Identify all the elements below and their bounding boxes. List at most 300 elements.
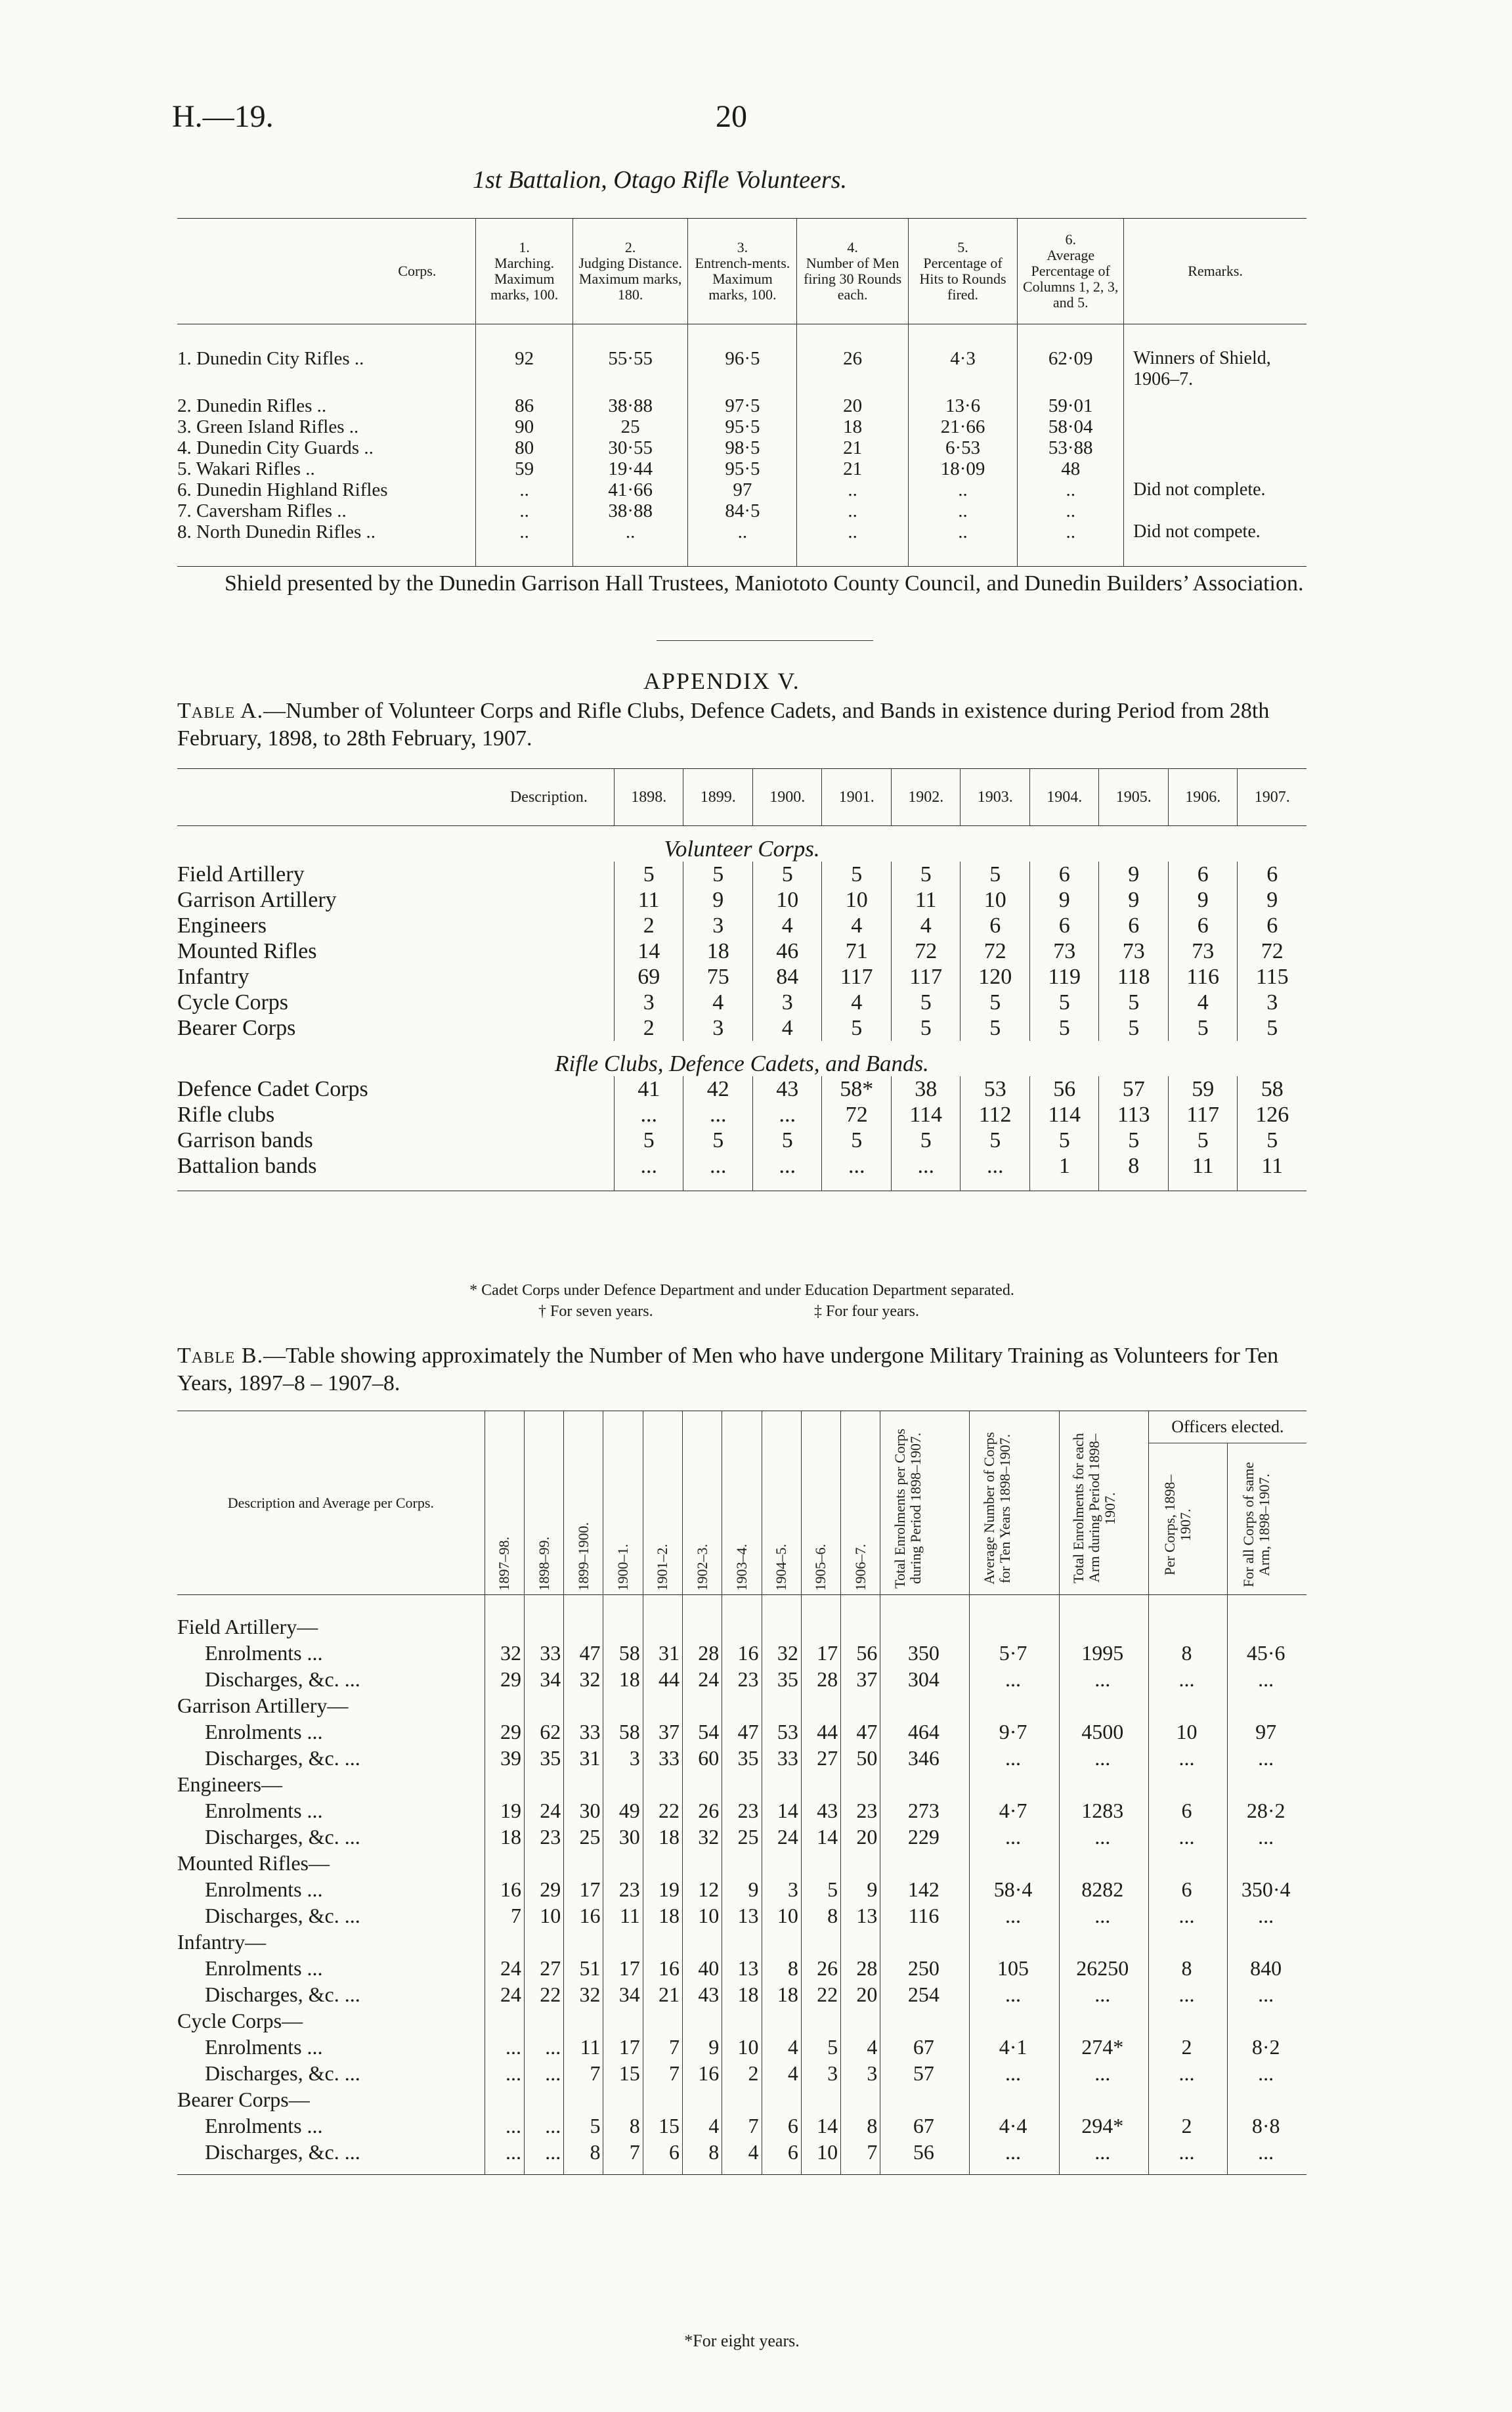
t2-row bbox=[177, 1015, 1307, 1041]
t1-row bbox=[177, 437, 1307, 458]
t2-cell: 5 bbox=[822, 1015, 892, 1041]
t2-col-header: 1906. bbox=[1168, 769, 1238, 826]
t2-cell: 84 bbox=[752, 964, 822, 990]
t2-cell: 5 bbox=[1029, 990, 1099, 1015]
t3-cell: 22 bbox=[801, 1981, 840, 2007]
t1-col-label: Entrench-ments. Maximum marks, 100. bbox=[695, 255, 790, 303]
t2-cell: 3 bbox=[683, 913, 753, 938]
t2-description: Mounted Rifles bbox=[177, 939, 317, 963]
t3-spacer bbox=[683, 2007, 722, 2034]
t3-cell: 4 bbox=[762, 2034, 801, 2060]
t3-cell: 18 bbox=[762, 1981, 801, 2007]
t3-cell: 4 bbox=[841, 2034, 880, 2060]
t3-spacer bbox=[801, 1595, 840, 1640]
t1-cell: 80 bbox=[476, 437, 573, 458]
t3-cell: 37 bbox=[643, 1719, 682, 1745]
t2-section-volunteer bbox=[177, 826, 1307, 862]
t3-spacer bbox=[1059, 2086, 1148, 2113]
t3-year-label: 1898–99. bbox=[535, 1536, 552, 1590]
t3-cell: 1995 bbox=[1059, 1640, 1148, 1666]
t1-row bbox=[177, 500, 1307, 521]
t1-row bbox=[177, 324, 1307, 391]
t3-cell: ... bbox=[485, 2113, 524, 2139]
t3-cell: 24 bbox=[485, 1981, 524, 2007]
t3-spacer bbox=[762, 1771, 801, 1797]
t3-spacer bbox=[1228, 1771, 1307, 1797]
t3-cell: 15 bbox=[643, 2113, 682, 2139]
t1-cell: .. bbox=[476, 521, 573, 567]
t3-row-label: Enrolments ... bbox=[205, 1799, 323, 1822]
t2-cell: 75 bbox=[683, 964, 753, 990]
t1-col-number: 5. bbox=[957, 239, 968, 255]
t3-cell: 3 bbox=[841, 2060, 880, 2086]
t3-cell: 9·7 bbox=[970, 1719, 1059, 1745]
t3-spacer bbox=[1148, 1595, 1228, 1640]
t3-cell: 7 bbox=[643, 2034, 682, 2060]
t1-cell: 6·53 bbox=[908, 437, 1017, 458]
t2-cell: 46 bbox=[752, 938, 822, 964]
t3-cell: 53 bbox=[762, 1719, 801, 1745]
t2-cell: 5 bbox=[822, 862, 892, 887]
t3-spacer bbox=[564, 1595, 603, 1640]
t3-cell: 20 bbox=[841, 1824, 880, 1850]
t2-cell: ... bbox=[961, 1153, 1030, 1191]
t2-cell: 5 bbox=[614, 862, 683, 887]
t3-spacer bbox=[683, 1771, 722, 1797]
t3-group-row bbox=[177, 1850, 1307, 1876]
t3-cell: 31 bbox=[564, 1745, 603, 1771]
t3-cell: 8 bbox=[762, 1955, 801, 1981]
t3-cell: 34 bbox=[603, 1981, 643, 2007]
t3-cell: 5 bbox=[564, 2113, 603, 2139]
report-code: H.—19. bbox=[172, 99, 274, 134]
t2-cell: 5 bbox=[1099, 990, 1169, 1015]
t3-cell: 7 bbox=[841, 2139, 880, 2175]
t2-cell: 6 bbox=[1099, 913, 1169, 938]
t3-spacer bbox=[683, 2086, 722, 2113]
t2-cell: 114 bbox=[1029, 1102, 1099, 1128]
t3-cell: 29 bbox=[485, 1719, 524, 1745]
t3-cell: 45·6 bbox=[1228, 1640, 1307, 1666]
t1-col-number: 4. bbox=[847, 239, 858, 255]
t3-cell: 32 bbox=[564, 1666, 603, 1692]
t3-spacer bbox=[564, 2007, 603, 2034]
t3-cell: 3 bbox=[603, 1745, 643, 1771]
t3-cell: ... bbox=[1148, 1902, 1228, 1929]
t1-col-label: Judging Distance. Maximum marks, 180. bbox=[578, 255, 682, 303]
t2-cell: 5 bbox=[891, 1128, 961, 1153]
t3-cell: 29 bbox=[485, 1666, 524, 1692]
t2-col-header: 1907. bbox=[1238, 769, 1307, 826]
t2-row bbox=[177, 887, 1307, 913]
t1-corps-name: 4. Dunedin City Guards .. bbox=[177, 437, 374, 458]
t3-spacer bbox=[841, 1595, 880, 1640]
t3-cell: ... bbox=[524, 2034, 563, 2060]
t3-cell: 43 bbox=[683, 1981, 722, 2007]
t3-spacer bbox=[1228, 2007, 1307, 2034]
t2-description: Garrison bands bbox=[177, 1128, 313, 1152]
t1-cell: 55·55 bbox=[572, 324, 687, 391]
t2-row bbox=[177, 862, 1307, 887]
t3-row-label: Enrolments ... bbox=[205, 1956, 323, 1980]
t3-spacer bbox=[722, 1595, 762, 1640]
t1-corps-name: 2. Dunedin Rifles .. bbox=[177, 395, 327, 416]
t3-spacer bbox=[1059, 2007, 1148, 2034]
t1-cell: 30·55 bbox=[572, 437, 687, 458]
t3-cell: 57 bbox=[880, 2060, 970, 2086]
t2-col-header: 1898. bbox=[614, 769, 683, 826]
t3-spacer bbox=[683, 1692, 722, 1719]
t1-col-label: Marching. Maximum marks, 100. bbox=[490, 255, 559, 303]
t3-spacer bbox=[564, 1771, 603, 1797]
t2-cell: ... bbox=[614, 1153, 683, 1191]
t3-year-header bbox=[485, 1411, 524, 1595]
cadet-note: * Cadet Corps under Defence Department and under Education Department separated. bbox=[469, 1282, 1014, 1299]
t2-cell: 112 bbox=[961, 1102, 1030, 1128]
t3-row-label: Discharges, &c. ... bbox=[205, 2061, 360, 2085]
four-years-note: ‡ For four years. bbox=[814, 1303, 919, 1320]
t3-cell: 16 bbox=[722, 1640, 762, 1666]
t3-row-label: Discharges, &c. ... bbox=[205, 1746, 360, 1770]
t3-summary-header bbox=[1059, 1411, 1148, 1595]
t3-spacer bbox=[603, 1850, 643, 1876]
t1-cell: .. bbox=[797, 500, 908, 521]
t3-cell: 56 bbox=[880, 2139, 970, 2175]
t3-cell: 2 bbox=[722, 2060, 762, 2086]
t3-cell: 4·7 bbox=[970, 1797, 1059, 1824]
t3-spacer bbox=[1228, 1929, 1307, 1955]
t3-cell: ... bbox=[1228, 2139, 1307, 2175]
t1-cell: .. bbox=[476, 500, 573, 521]
t3-spacer bbox=[564, 2086, 603, 2113]
t3-spacer bbox=[970, 1692, 1059, 1719]
t2-cell: 10 bbox=[822, 887, 892, 913]
t3-cell: 49 bbox=[603, 1797, 643, 1824]
t2-cell: 5 bbox=[1029, 1128, 1099, 1153]
t2-cell: 120 bbox=[961, 964, 1030, 990]
t3-group-row bbox=[177, 2086, 1307, 2113]
t3-cell: 250 bbox=[880, 1955, 970, 1981]
t3-cell: 47 bbox=[722, 1719, 762, 1745]
t1-cell: 58·04 bbox=[1018, 416, 1124, 437]
t1-remark: Winners of Shield, 1906–7. bbox=[1124, 324, 1307, 391]
t3-cell: 14 bbox=[801, 1824, 840, 1850]
t3-spacer bbox=[603, 1595, 643, 1640]
t2-description: Cycle Corps bbox=[177, 990, 289, 1015]
t1-row bbox=[177, 521, 1307, 567]
t3-cell: 294* bbox=[1059, 2113, 1148, 2139]
t2-cell: 5 bbox=[961, 1128, 1030, 1153]
t3-cell: 8 bbox=[841, 2113, 880, 2139]
t2-cell: 9 bbox=[683, 887, 753, 913]
t3-cell: 4500 bbox=[1059, 1719, 1148, 1745]
t3-cell: ... bbox=[970, 1981, 1059, 2007]
t2-cell: 10 bbox=[752, 887, 822, 913]
t3-cell: 40 bbox=[683, 1955, 722, 1981]
t2-description: Garrison Artillery bbox=[177, 888, 337, 912]
t3-spacer bbox=[970, 1850, 1059, 1876]
t3-officers-label: For all Corps of same Arm, 1898–1907. bbox=[1240, 1462, 1273, 1588]
t2-cell: 119 bbox=[1029, 964, 1099, 990]
t1-corps-name: 8. North Dunedin Rifles .. bbox=[177, 521, 376, 542]
t1-cell: .. bbox=[572, 521, 687, 567]
t2-cell: 5 bbox=[891, 862, 961, 887]
t1-col-number: 6. bbox=[1065, 231, 1076, 248]
t2-description: Engineers bbox=[177, 913, 267, 938]
t2-cell: 73 bbox=[1168, 938, 1238, 964]
t2-cell: 42 bbox=[683, 1076, 753, 1102]
t1-remark bbox=[1124, 458, 1307, 479]
t1-corps-name: 5. Wakari Rifles .. bbox=[177, 458, 315, 479]
t1-cell: .. bbox=[908, 479, 1017, 500]
t3-cell: 33 bbox=[643, 1745, 682, 1771]
t3-cell: 25 bbox=[722, 1824, 762, 1850]
t3-cell: 39 bbox=[485, 1745, 524, 1771]
t2-cell: 5 bbox=[1168, 1128, 1238, 1153]
t3-cell: 10 bbox=[524, 1902, 563, 1929]
t3-cell: 17 bbox=[603, 1955, 643, 1981]
t1-cell: 41·66 bbox=[572, 479, 687, 500]
t2-col-header: 1903. bbox=[961, 769, 1030, 826]
t1-cell: 48 bbox=[1018, 458, 1124, 479]
t3-spacer bbox=[524, 1595, 563, 1640]
t3-spacer bbox=[1148, 1692, 1228, 1719]
t1-cell: 18 bbox=[797, 416, 908, 437]
t1-cell: 20 bbox=[797, 390, 908, 416]
t2-cell: 11 bbox=[891, 887, 961, 913]
t3-spacer bbox=[841, 1692, 880, 1719]
table-b-caption: —Table showing approximately the Number of Men who have undergone Military Training as Volunteers for Ten Years, 1897–8 – 1907–8. bbox=[177, 1344, 1279, 1395]
t1-col-label: Number of Men firing 30 Rounds each. bbox=[804, 255, 902, 303]
t3-cell: 10 bbox=[722, 2034, 762, 2060]
t3-cell: 142 bbox=[880, 1876, 970, 1902]
t3-summary-label: Average Number of Corps for Ten Years 1898–1907. bbox=[981, 1432, 1014, 1585]
t3-year-label: 1900–1. bbox=[615, 1543, 632, 1590]
t3-cell: 8 bbox=[1148, 1955, 1228, 1981]
t2-description: Defence Cadet Corps bbox=[177, 1077, 368, 1101]
t3-cell: 21 bbox=[643, 1981, 682, 2007]
t3-cell: 28 bbox=[683, 1640, 722, 1666]
t3-year-header bbox=[762, 1411, 801, 1595]
t1-cell: 13·6 bbox=[908, 390, 1017, 416]
t3-spacer bbox=[485, 2007, 524, 2034]
t3-cell: 50 bbox=[841, 1745, 880, 1771]
t3-row-label: Discharges, &c. ... bbox=[205, 1825, 360, 1849]
t3-cell: 26250 bbox=[1059, 1955, 1148, 1981]
table-a-label: Table A. bbox=[177, 699, 264, 723]
t2-row bbox=[177, 990, 1307, 1015]
t2-cell: ... bbox=[614, 1102, 683, 1128]
t3-cell: 4·4 bbox=[970, 2113, 1059, 2139]
t3-cell: 44 bbox=[643, 1666, 682, 1692]
t2-cell: 41 bbox=[614, 1076, 683, 1102]
t2-cell: 43 bbox=[752, 1076, 822, 1102]
t2-cell: 56 bbox=[1029, 1076, 1099, 1102]
t2-cell: 38 bbox=[891, 1076, 961, 1102]
t3-cell: 24 bbox=[683, 1666, 722, 1692]
t3-group-name: Infantry— bbox=[177, 1930, 267, 1954]
t3-cell: 13 bbox=[722, 1955, 762, 1981]
t1-cell: .. bbox=[797, 479, 908, 500]
t3-spacer bbox=[762, 1595, 801, 1640]
t2-col-header: 1899. bbox=[683, 769, 753, 826]
t1-remark: Did not compete. bbox=[1124, 521, 1307, 567]
t1-cell: .. bbox=[1018, 500, 1124, 521]
t2-cell: 3 bbox=[683, 1015, 753, 1041]
t2-cell: ... bbox=[752, 1102, 822, 1128]
t2-cell: 73 bbox=[1029, 938, 1099, 964]
t1-cell: 62·09 bbox=[1018, 324, 1124, 391]
t3-cell: ... bbox=[970, 1824, 1059, 1850]
t3-year-header bbox=[643, 1411, 682, 1595]
t3-cell: 350 bbox=[880, 1640, 970, 1666]
t3-cell: 28 bbox=[801, 1666, 840, 1692]
t2-col-header: Description. bbox=[509, 788, 588, 806]
t3-cell: 28 bbox=[841, 1955, 880, 1981]
t1-row bbox=[177, 479, 1307, 500]
t2-section-title: Rifle Clubs, Defence Cadets, and Bands. bbox=[555, 1051, 929, 1076]
t3-spacer bbox=[970, 2086, 1059, 2113]
t2-row bbox=[177, 964, 1307, 990]
t3-spacer bbox=[1059, 1771, 1148, 1797]
t3-cell: 47 bbox=[564, 1640, 603, 1666]
t3-cell: 23 bbox=[524, 1824, 563, 1850]
t2-cell: 2 bbox=[614, 913, 683, 938]
t3-row-label: Discharges, &c. ... bbox=[205, 2140, 360, 2164]
t3-spacer bbox=[524, 2007, 563, 2034]
t3-cell: 28·2 bbox=[1228, 1797, 1307, 1824]
t3-cell: 26 bbox=[801, 1955, 840, 1981]
t2-cell: 9 bbox=[1099, 887, 1169, 913]
t3-cell: 8 bbox=[603, 2113, 643, 2139]
t2-cell: 58 bbox=[1238, 1076, 1307, 1102]
t3-cell: 51 bbox=[564, 1955, 603, 1981]
t3-spacer bbox=[683, 1850, 722, 1876]
t3-cell: 60 bbox=[683, 1745, 722, 1771]
t1-cell: 59 bbox=[476, 458, 573, 479]
t1-col-label: Average Percentage of Columns 1, 2, 3, and 5. bbox=[1022, 247, 1119, 311]
t3-group-row bbox=[177, 1692, 1307, 1719]
t3-spacer bbox=[1148, 1929, 1228, 1955]
t1-col-label: Remarks. bbox=[1188, 263, 1243, 279]
t3-spacer bbox=[841, 2086, 880, 2113]
t3-group-name: Bearer Corps— bbox=[177, 2088, 310, 2111]
t3-cell: 24 bbox=[485, 1955, 524, 1981]
t3-spacer bbox=[1148, 1850, 1228, 1876]
t3-cell: 18 bbox=[643, 1902, 682, 1929]
t3-row bbox=[177, 2060, 1307, 2086]
t3-year-label: 1901–2. bbox=[654, 1543, 671, 1590]
t1-cell: 90 bbox=[476, 416, 573, 437]
t3-cell: 37 bbox=[841, 1666, 880, 1692]
t2-section-clubs bbox=[177, 1041, 1307, 1076]
battalion-table bbox=[177, 218, 1307, 567]
t1-remark bbox=[1124, 437, 1307, 458]
t1-col-header bbox=[1018, 219, 1124, 324]
t3-cell: ... bbox=[970, 1666, 1059, 1692]
t2-cell: 2 bbox=[614, 1015, 683, 1041]
t3-group-name: Cycle Corps— bbox=[177, 2009, 303, 2032]
t3-cell: ... bbox=[1059, 2060, 1148, 2086]
t3-spacer bbox=[762, 1929, 801, 1955]
t3-cell: 23 bbox=[722, 1666, 762, 1692]
t2-row bbox=[177, 1102, 1307, 1128]
t3-year-header bbox=[603, 1411, 643, 1595]
t3-cell: 18 bbox=[722, 1981, 762, 2007]
t3-cell: 7 bbox=[603, 2139, 643, 2175]
t2-cell: 5 bbox=[683, 862, 753, 887]
t3-row-label: Discharges, &c. ... bbox=[205, 1983, 360, 2006]
t3-cell: 30 bbox=[564, 1797, 603, 1824]
t3-row bbox=[177, 1955, 1307, 1981]
t3-cell: 11 bbox=[564, 2034, 603, 2060]
t3-year-header bbox=[722, 1411, 762, 1595]
t2-description: Infantry bbox=[177, 965, 249, 989]
t3-cell: 105 bbox=[970, 1955, 1059, 1981]
t3-cell: 58 bbox=[603, 1719, 643, 1745]
t2-cell: 11 bbox=[614, 887, 683, 913]
t3-group-row bbox=[177, 1595, 1307, 1640]
t1-cell: .. bbox=[908, 500, 1017, 521]
t1-cell: .. bbox=[797, 521, 908, 567]
t1-corps-name: 6. Dunedin Highland Rifles bbox=[177, 479, 388, 500]
table-a-caption: —Number of Volunteer Corps and Rifle Clubs, Defence Cadets, and Bands in existence during Period from 28th February, 1898, to 28th February, 1907. bbox=[177, 699, 1270, 751]
t3-spacer bbox=[762, 1850, 801, 1876]
t3-year-label: 1906–7. bbox=[852, 1543, 869, 1590]
t1-col-label: Percentage of Hits to Rounds fired. bbox=[919, 255, 1006, 303]
t3-cell: 9 bbox=[683, 2034, 722, 2060]
t2-cell: ... bbox=[822, 1153, 892, 1191]
t3-row-label: Enrolments ... bbox=[205, 2114, 323, 2138]
t1-cell: 97 bbox=[688, 479, 797, 500]
t3-cell: 15 bbox=[603, 2060, 643, 2086]
t3-spacer bbox=[643, 1771, 682, 1797]
t3-row-label: Discharges, &c. ... bbox=[205, 1904, 360, 1927]
t1-cell: .. bbox=[476, 479, 573, 500]
t3-cell: 31 bbox=[643, 1640, 682, 1666]
t2-cell: 6 bbox=[961, 913, 1030, 938]
t2-cell: 5 bbox=[822, 1128, 892, 1153]
t3-cell: ... bbox=[1148, 1981, 1228, 2007]
t3-row-label: Enrolments ... bbox=[205, 1877, 323, 1901]
t3-cell: 62 bbox=[524, 1719, 563, 1745]
t2-row bbox=[177, 1153, 1307, 1191]
t3-cell: 7 bbox=[564, 2060, 603, 2086]
t2-cell: 72 bbox=[961, 938, 1030, 964]
t3-cell: ... bbox=[970, 1902, 1059, 1929]
t3-cell: 273 bbox=[880, 1797, 970, 1824]
t2-cell: 9 bbox=[1029, 887, 1099, 913]
t1-col-label: Corps. bbox=[398, 263, 437, 279]
seven-years-note: † For seven years. bbox=[538, 1303, 653, 1320]
t3-cell: 304 bbox=[880, 1666, 970, 1692]
t3-cell: 4 bbox=[722, 2139, 762, 2175]
t1-col-header bbox=[572, 219, 687, 324]
t1-cell: 86 bbox=[476, 390, 573, 416]
t2-cell: 114 bbox=[891, 1102, 961, 1128]
t3-group-row bbox=[177, 2007, 1307, 2034]
t3-cell: 254 bbox=[880, 1981, 970, 2007]
t3-cell: 18 bbox=[603, 1666, 643, 1692]
t3-spacer bbox=[603, 2007, 643, 2034]
t2-cell: 3 bbox=[752, 990, 822, 1015]
t3-cell: 35 bbox=[722, 1745, 762, 1771]
t3-row-label: Enrolments ... bbox=[205, 1720, 323, 1743]
t3-officers-subheader bbox=[1148, 1443, 1228, 1595]
t1-col-number: 2. bbox=[624, 239, 636, 255]
t2-col-header: 1904. bbox=[1029, 769, 1099, 826]
t2-cell: 4 bbox=[822, 913, 892, 938]
